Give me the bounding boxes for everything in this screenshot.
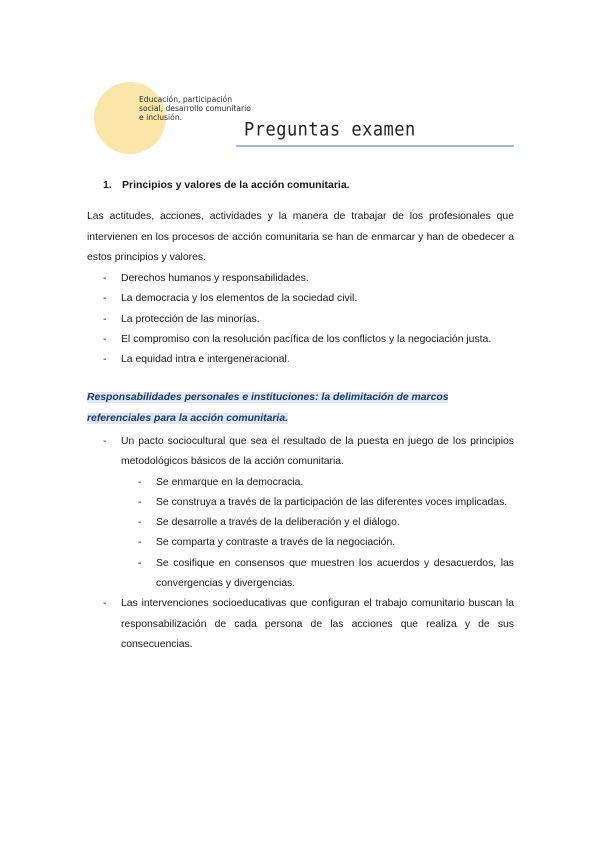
- question-text: Principios y valores de la acción comunitaria.: [122, 179, 350, 191]
- sub-list-item: [138, 554, 514, 595]
- list-item-text: Se enmarque en la democracia.: [156, 476, 304, 488]
- list-item: [103, 310, 514, 330]
- page-title: Preguntas examen: [244, 119, 416, 141]
- bullet-dash: -: [103, 313, 107, 325]
- bullet-dash: -: [103, 273, 107, 284]
- question-heading: [103, 179, 350, 191]
- list-item: [103, 350, 514, 370]
- list-item-text: La democracia y los elementos de la sociedad civil.: [121, 293, 358, 305]
- list-item-text: Derechos humanos y responsabilidades.: [121, 273, 309, 284]
- sub-list-item: [138, 473, 514, 493]
- bullet-dash: -: [103, 436, 107, 447]
- title-underline: [236, 145, 514, 147]
- course-line: e inclusión.: [139, 113, 183, 122]
- bullet-dash: -: [138, 557, 142, 569]
- responsibilities-list: [103, 432, 514, 655]
- bullet-dash: -: [103, 293, 107, 305]
- list-item-text: Se comparta y contraste a través de la negociación.: [156, 537, 396, 549]
- list-item: [103, 269, 514, 289]
- intro-paragraph: Las actitudes, acciones, actividades y la manera de trabajar de los profesionales que intervienen en los procesos de acción comunitaria se han de enmarcar y han de obedecer a estos principios y valores.: [87, 211, 514, 263]
- bullet-dash: -: [138, 496, 142, 508]
- sub-list: [138, 473, 514, 595]
- principles-list: [103, 269, 514, 370]
- sub-list-item: [138, 513, 514, 533]
- bullet-dash: -: [103, 598, 107, 610]
- list-item-text: Se construya a través de la participación de las diferentes voces implicadas.: [156, 496, 508, 508]
- sub-list-item: [138, 493, 514, 513]
- list-item: [103, 330, 514, 350]
- bullet-dash: -: [103, 354, 107, 366]
- course-line: social, desarrollo comunitario: [139, 104, 251, 113]
- section-heading-text: Responsabilidades personales e instituciones: la delimitación de marcos referenciales para la acción comunitaria.: [87, 392, 449, 424]
- bullet-dash: -: [103, 333, 107, 345]
- list-item: [103, 289, 514, 309]
- course-name: [139, 95, 269, 122]
- list-item: [103, 594, 514, 655]
- list-item-text: La protección de las minorías.: [121, 313, 260, 325]
- list-item-text: El compromiso con la resolución pacífica de los conflictos y la negociación justa.: [121, 333, 492, 345]
- question-number: 1.: [103, 179, 112, 191]
- section-heading: [87, 388, 514, 429]
- sub-list-item: [138, 533, 514, 553]
- list-item-text: Las intervenciones socioeducativas que configuran el trabajo comunitario buscan la responsabilización de cada persona de las acciones que realiza y de sus consecuencias.: [121, 598, 514, 650]
- list-item-text: Un pacto sociocultural que sea el resultado de la puesta en juego de los principios metodológicos básicos de la acción comunitaria.: [121, 436, 514, 468]
- bullet-dash: -: [138, 517, 142, 529]
- course-line: Educación, participación: [139, 95, 233, 104]
- list-item-text: Se cosifique en consensos que muestren los acuerdos y desacuerdos, las convergencias y divergencias.: [156, 557, 514, 590]
- list-item: [103, 432, 514, 594]
- bullet-dash: -: [138, 476, 142, 488]
- list-item-text: Se desarrolle a través de la deliberación y el diálogo.: [156, 517, 400, 529]
- bullet-dash: -: [138, 537, 142, 549]
- list-item-text: La equidad intra e intergeneracional.: [121, 354, 290, 366]
